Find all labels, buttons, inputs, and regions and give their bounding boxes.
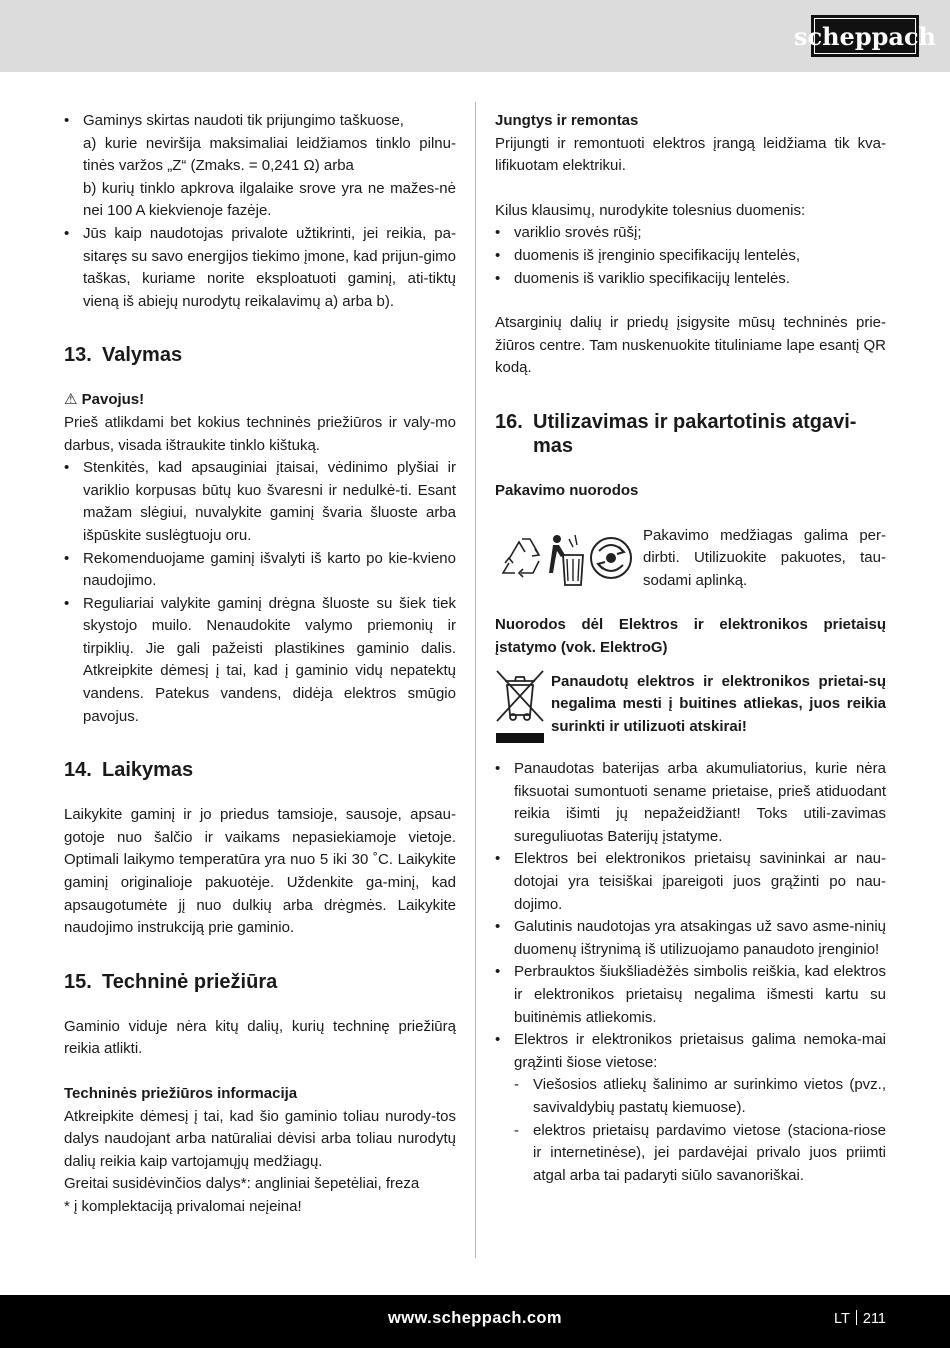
list-item: • Jūs kaip naudotojas privalote užtikrinti, jei reikia, pa-sitaręs su savo energijos tiekimo įmone, kad prijun-gimo taškas, kuriame norite eksploatuoti gaminį, ati-tiktų vieną iš abiejų nurodytų reikalavimų a) arba b).	[64, 223, 456, 313]
section-14-heading: 14. Laikymas	[64, 759, 194, 782]
list-item: • Elektros ir elektronikos prietaisus galima nemoka-mai grąžinti šiose vietose: - Viešosios atliekų šalinimo ar surinkimo vietos (pvz., savivaldybių pastatų kiemuose). - elektros prietaisų pardavimo vietose (staciona-riose ir internetinėse), jei pardavėjai privalo juos priimti atgal arba tai padaryti siūlo savanoriškai.	[495, 1029, 886, 1187]
list-item: • duomenis iš variklio specifikacijų lentelės.	[495, 268, 886, 291]
right-column	[495, 110, 886, 1187]
recycling-icon	[503, 539, 539, 577]
list-item: • Perbrauktos šiukšliadėžės simbolis reiškia, kad elektros ir elektronikos prietaisų negalima išmesti kartu su buitinėmis atliekomis.	[495, 961, 886, 1029]
weee-title: Nuorodos dėl Elektros ir elektronikos prietaisų įstatymo (vok. ElektroG)	[495, 616, 886, 656]
repair-text: Prijungti ir remontuoti elektros įrangą leidžiama tik kva-lifikuotam elektrikui.	[495, 134, 886, 175]
danger-label: ⚠ Pavojus!	[64, 391, 145, 409]
cleaning-intro: Prieš atlikdami bet kokius techninės priežiūros ir valy-mo darbus, visada ištraukite tinklo kištuką.	[64, 413, 456, 454]
list-item: • Reguliariai valykite gaminį drėgna šluoste su šiek tiek skystojo muilo. Nenaudokite valymo priemonių ir tirpiklių. Jie gali pažeisti plastikines gaminio dalis. Atkreipkite dėmesį į tai, kad į gaminio vidų nepatektų vandens. Patekus vandens, didėja elektros smūgio pavojus.	[64, 593, 456, 729]
brand-name: scheppach	[793, 21, 937, 51]
weee-block	[495, 671, 886, 759]
maintenance-info-title: Techninės priežiūros informacija	[64, 1085, 298, 1102]
crossed-bin-icon	[495, 669, 551, 759]
list-item: • Galutinis naudotojas yra atsakingas už savo asme-ninių duomenų ištrynimą iš utilizuojamo panaudoto įrenginio!	[495, 916, 886, 961]
connection-requirements-list	[64, 110, 456, 313]
list-item: • Elektros bei elektronikos prietaisų savininkai ar nau-dotojai yra teisiškai įpareigoti juos grąžinti po nau-dojimo.	[495, 848, 886, 916]
footer-bar	[0, 1295, 950, 1348]
column-divider	[475, 102, 476, 1258]
header-bar	[0, 0, 950, 72]
section-13-heading: 13. Valymas	[64, 344, 183, 367]
parts-text: Atsarginių dalių ir priedų įsigysite mūsų techninės prie-žiūros centre. Tam nuskenuokite tituliniame lape esantį QR kodą.	[495, 314, 886, 377]
return-locations-list	[514, 1074, 886, 1187]
left-column	[64, 110, 456, 1219]
packaging-text: Pakavimo medžiagas galima per-dirbti. Utilizuokite pakuotes, tau-sodami aplinką.	[643, 526, 886, 589]
section-16-heading: 16. Utilizavimas ir pakartotinis atgavi-mas	[495, 410, 857, 457]
list-item: - elektros prietaisų pardavimo vietose (staciona-riose ir internetinėse), jei pardavėjai privalo juos priimti atgal arba tai padaryti siūlo savanoriškai.	[514, 1120, 886, 1188]
wear-parts: Greitai susidėvinčios dalys*: angliniai šepetėliai, freza	[64, 1175, 420, 1193]
website-url: www.scheppach.com	[388, 1309, 562, 1327]
packaging-block	[495, 525, 886, 593]
cleaning-list	[64, 457, 456, 728]
weee-list	[495, 758, 886, 1187]
storage-text: Laikykite gaminį ir jo priedus tamsioje, sausoje, apsau-gotoje nuo šalčio ir vaikams nepasiekiamoje vietoje. Optimali laikymo temperatūra yra nuo 5 iki 30 ˚C. Laikykite gaminį originalioje pakuotėje. Uždenkite ga-minį, kad apsaugotumėte jį nuo dulkių arba drėgmės. Laikykite naudojimo instrukciją prie gaminio.	[64, 806, 456, 937]
scheppach-logo	[793, 15, 937, 57]
list-item: • Stenkitės, kad apsauginiai įtaisai, vėdinimo plyšiai ir variklio korpusas būtų kuo švaresni ir nedulkė-ti. Esant mažam slėgiui, nuvalykite gaminį švaria šluoste arba išpūskite suslėgtuoju oru.	[64, 457, 456, 547]
list-item: • duomenis iš įrenginio specifikacijų lentelės,	[495, 245, 886, 268]
list-item: • Panaudotas baterijas arba akumuliatorius, kurie nėra fiksuotai sumontuoti sename prietaise, prieš atiduodant reikia išimti jų nepažeidžiant! Toks utili-zavimas sureguliuotas Baterijų įstatyme.	[495, 758, 886, 848]
footnote: * į komplektaciją privalomai neįeina!	[64, 1197, 302, 1215]
query-list	[495, 222, 886, 290]
list-item: - Viešosios atliekų šalinimo ar surinkimo vietos (pvz., savivaldybių pastatų kiemuose).	[514, 1074, 886, 1119]
list-item: • Gaminys skirtas naudoti tik prijungimo taškuose, a) kurie neviršija maksimaliai leidžiamos tinklo pilnu-tinės varžos „Z“ (Zmaks. = 0,241 Ω) arba b) kurių tinklo apkrova ilgalaike srove yra ne mažes-nė nei 100 A kiekvienoje fazėje.	[64, 110, 456, 223]
query-text: Kilus klausimų, nurodykite tolesnius duomenis:	[495, 201, 806, 219]
packaging-title: Pakavimo nuorodos	[495, 481, 639, 499]
page-number: LT 211	[834, 1311, 886, 1327]
packaging-icons	[495, 525, 643, 589]
warning-triangle-icon: ⚠	[64, 391, 78, 409]
list-item: • variklio srovės rūšį;	[495, 222, 886, 245]
repair-title: Jungtys ir remontas	[495, 112, 639, 129]
list-item: • Rekomenduojame gaminį išvalyti iš karto po kie-kvieno naudojimo.	[64, 548, 456, 593]
maintenance-info-text: Atkreipkite dėmesį į tai, kad šio gaminio toliau nurody-tos dalys naudojant arba natūraliai dėvisi arba toliau nurodytų dalių reikia kaip vartojamųjų medžiagų.	[64, 1107, 456, 1170]
weee-warning: Panaudotų elektros ir elektronikos prietai-sų negalima mesti į buitines atliekas, juos reikia surinkti ir utilizuoti atskirai!	[551, 672, 886, 735]
section-15-heading: 15. Techninė priežiūra	[64, 970, 278, 993]
green-dot-recycle-icon	[591, 538, 631, 578]
tidyman-icon	[549, 535, 583, 585]
maintenance-text: Gaminio viduje nėra kitų dalių, kurių techninę priežiūrą reikia atlikti.	[64, 1017, 456, 1058]
